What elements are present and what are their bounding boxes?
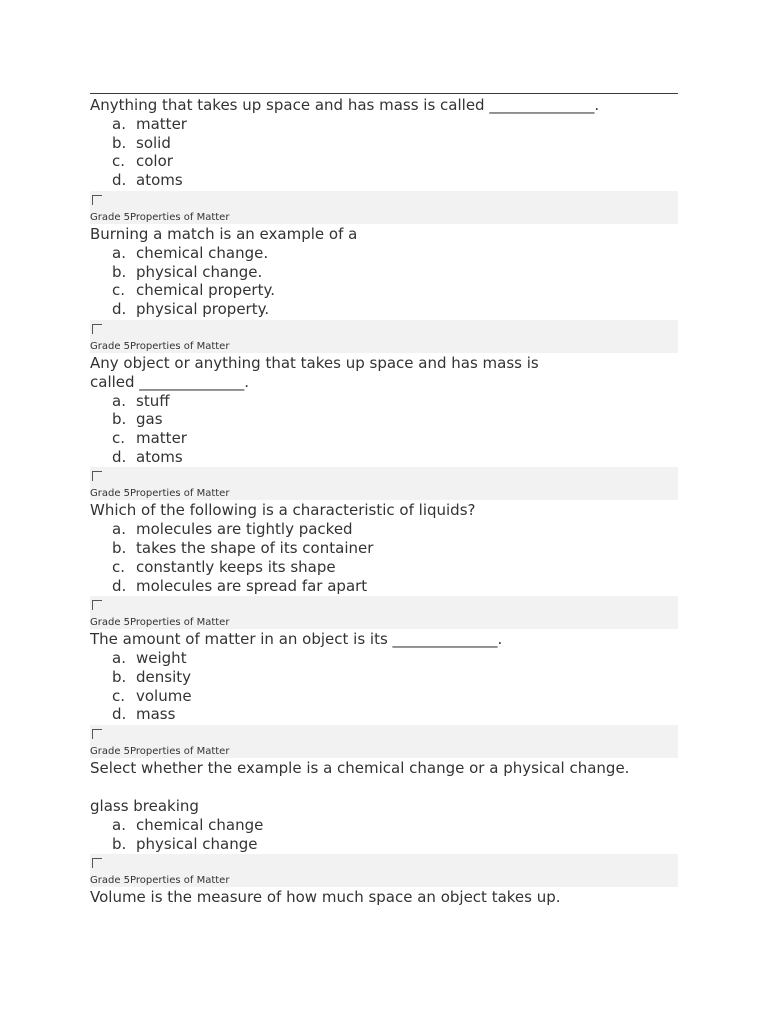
topic-tag: Properties of Matter bbox=[130, 488, 230, 500]
option-label: physical change. bbox=[136, 262, 263, 281]
quiz-document bbox=[90, 93, 678, 907]
answer-option-d[interactable] bbox=[112, 705, 678, 724]
option-label: matter bbox=[136, 429, 187, 448]
answer-option-a[interactable] bbox=[112, 520, 678, 539]
question-3 bbox=[90, 353, 678, 501]
answer-option-c[interactable] bbox=[112, 687, 678, 706]
option-label: solid bbox=[136, 133, 171, 152]
answer-option-b[interactable] bbox=[112, 134, 678, 153]
option-letter: d. bbox=[112, 447, 127, 466]
question-7 bbox=[90, 887, 678, 907]
checkbox-icon[interactable] bbox=[92, 729, 102, 739]
answer-option-a[interactable] bbox=[112, 115, 678, 134]
option-letter: c. bbox=[112, 557, 126, 576]
option-letter: b. bbox=[112, 539, 127, 558]
option-label: physical change bbox=[136, 834, 258, 853]
question-1 bbox=[90, 95, 678, 224]
option-letter: c. bbox=[112, 281, 126, 300]
question-text: Which of the following is a characteristic of liquids? bbox=[90, 501, 476, 520]
question-meta-bar bbox=[90, 320, 678, 353]
topic-tag: Properties of Matter bbox=[130, 746, 230, 758]
answer-option-c[interactable] bbox=[112, 558, 678, 577]
question-meta-bar bbox=[90, 191, 678, 224]
option-label: chemical property. bbox=[136, 281, 275, 300]
question-text: Volume is the measure of how much space an object takes up. bbox=[90, 888, 561, 907]
question-tags bbox=[90, 488, 229, 500]
option-label: chemical change bbox=[136, 816, 264, 835]
checkbox-icon[interactable] bbox=[92, 600, 102, 610]
question-text: Any object or anything that takes up space and has mass is called ______________. bbox=[90, 353, 539, 391]
option-letter: d. bbox=[112, 705, 127, 724]
option-letter: d. bbox=[112, 299, 127, 318]
option-label: molecules are spread far apart bbox=[136, 576, 368, 595]
question-6 bbox=[90, 758, 678, 887]
question-2 bbox=[90, 224, 678, 353]
option-letter: d. bbox=[112, 171, 127, 190]
topic-tag: Properties of Matter bbox=[130, 340, 230, 352]
answer-option-b[interactable] bbox=[112, 410, 678, 429]
option-letter: a. bbox=[112, 520, 126, 539]
blank-line bbox=[90, 778, 678, 796]
grade-tag: Grade 5 bbox=[90, 488, 131, 500]
answer-option-b[interactable] bbox=[112, 668, 678, 687]
question-meta-bar bbox=[90, 467, 678, 500]
question-text: The amount of matter in an object is its ______________. bbox=[90, 630, 503, 649]
checkbox-icon[interactable] bbox=[92, 195, 102, 205]
answer-options bbox=[90, 816, 678, 853]
answer-option-d[interactable] bbox=[112, 171, 678, 190]
question-meta-bar bbox=[90, 854, 678, 887]
question-meta-bar bbox=[90, 725, 678, 758]
option-label: density bbox=[136, 667, 191, 686]
question-tags bbox=[90, 212, 229, 224]
answer-option-c[interactable] bbox=[112, 429, 678, 448]
question-text: Select whether the example is a chemical change or a physical change. bbox=[90, 759, 630, 778]
question-tags bbox=[90, 746, 229, 758]
option-letter: d. bbox=[112, 576, 127, 595]
answer-option-a[interactable] bbox=[112, 649, 678, 668]
option-letter: a. bbox=[112, 243, 126, 262]
answer-option-d[interactable] bbox=[112, 448, 678, 467]
checkbox-icon[interactable] bbox=[92, 471, 102, 481]
grade-tag: Grade 5 bbox=[90, 340, 131, 352]
option-label: atoms bbox=[136, 447, 183, 466]
grade-tag: Grade 5 bbox=[90, 617, 131, 629]
option-label: chemical change. bbox=[136, 243, 269, 262]
option-letter: b. bbox=[112, 834, 127, 853]
answer-option-c[interactable] bbox=[112, 152, 678, 171]
option-letter: b. bbox=[112, 410, 127, 429]
answer-options bbox=[90, 244, 678, 319]
question-text: Anything that takes up space and has mass is called ______________. bbox=[90, 96, 600, 114]
answer-option-c[interactable] bbox=[112, 281, 678, 300]
question-text: Burning a match is an example of a bbox=[90, 224, 358, 243]
answer-option-b[interactable] bbox=[112, 835, 678, 854]
option-label: physical property. bbox=[136, 299, 270, 318]
topic-tag: Properties of Matter bbox=[130, 617, 230, 629]
question-tags bbox=[90, 341, 229, 353]
topic-tag: Properties of Matter bbox=[130, 875, 230, 887]
checkbox-icon[interactable] bbox=[92, 324, 102, 334]
option-label: weight bbox=[136, 649, 187, 668]
option-letter: c. bbox=[112, 686, 126, 705]
question-5 bbox=[90, 629, 678, 758]
question-tags bbox=[90, 875, 229, 887]
option-letter: b. bbox=[112, 667, 127, 686]
question-tags bbox=[90, 617, 229, 629]
option-letter: a. bbox=[112, 649, 126, 668]
option-letter: a. bbox=[112, 816, 126, 835]
option-label: molecules are tightly packed bbox=[136, 520, 353, 539]
answer-option-b[interactable] bbox=[112, 263, 678, 282]
option-label: color bbox=[136, 152, 173, 171]
grade-tag: Grade 5 bbox=[90, 875, 131, 887]
answer-option-a[interactable] bbox=[112, 392, 678, 411]
option-label: mass bbox=[136, 705, 176, 724]
option-label: volume bbox=[136, 686, 192, 705]
option-label: gas bbox=[136, 410, 163, 429]
topic-tag: Properties of Matter bbox=[130, 211, 230, 223]
grade-tag: Grade 5 bbox=[90, 746, 131, 758]
answer-option-a[interactable] bbox=[112, 244, 678, 263]
answer-option-d[interactable] bbox=[112, 577, 678, 596]
option-label: matter bbox=[136, 115, 187, 133]
answer-options bbox=[90, 392, 678, 467]
option-label: stuff bbox=[136, 391, 170, 410]
option-letter: b. bbox=[112, 262, 127, 281]
answer-options bbox=[90, 649, 678, 724]
grade-tag: Grade 5 bbox=[90, 211, 131, 223]
option-letter: c. bbox=[112, 429, 126, 448]
question-meta-bar bbox=[90, 596, 678, 629]
option-letter: c. bbox=[112, 152, 126, 171]
option-letter: a. bbox=[112, 391, 126, 410]
checkbox-icon[interactable] bbox=[92, 858, 102, 868]
question-example: glass breaking bbox=[90, 797, 199, 816]
answer-option-d[interactable] bbox=[112, 300, 678, 319]
answer-options bbox=[90, 115, 678, 190]
answer-option-b[interactable] bbox=[112, 539, 678, 558]
answer-options bbox=[90, 520, 678, 595]
question-4 bbox=[90, 500, 678, 629]
option-label: constantly keeps its shape bbox=[136, 557, 336, 576]
top-divider bbox=[90, 93, 678, 94]
answer-option-a[interactable] bbox=[112, 816, 678, 835]
option-label: atoms bbox=[136, 171, 183, 190]
option-letter: a. bbox=[112, 115, 126, 133]
option-letter: b. bbox=[112, 133, 127, 152]
option-label: takes the shape of its container bbox=[136, 539, 374, 558]
